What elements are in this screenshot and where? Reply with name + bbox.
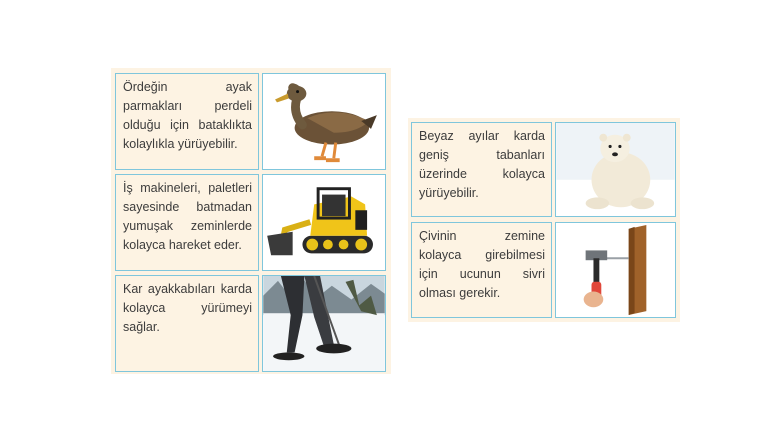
polar-bear-text-box xyxy=(411,122,552,217)
machine-text-box xyxy=(115,174,259,271)
machine-text: İş makineleri, paletleri sayesinde batmadan yumuşak zeminlerde kolayca hareket eder. xyxy=(123,181,252,252)
duck-text-box xyxy=(115,73,259,170)
snowshoe-text: Kar ayakkabıları karda kolayca yürümeyi sağlar. xyxy=(123,282,252,334)
skid-steer-loader-image xyxy=(262,174,386,271)
duck-text: Ördeğin ayak parmakları perdeli olduğu için bataklıkta kolaylıkla yürüyebilir. xyxy=(123,80,252,151)
polar-bear-image xyxy=(555,122,676,217)
snowshoe-text-box xyxy=(115,275,259,372)
polar-bear-text: Beyaz ayılar karda geniş tabanları üzerinde kolayca yürüyebilir. xyxy=(419,129,545,200)
nail-text-box xyxy=(411,222,552,318)
snowshoes-image xyxy=(262,275,386,372)
hammer-nail-image xyxy=(555,222,676,318)
duck-image xyxy=(262,73,386,170)
nail-text: Çivinin zemine kolayca girebilmesi için ucunun sivri olması gerekir. xyxy=(419,229,545,300)
